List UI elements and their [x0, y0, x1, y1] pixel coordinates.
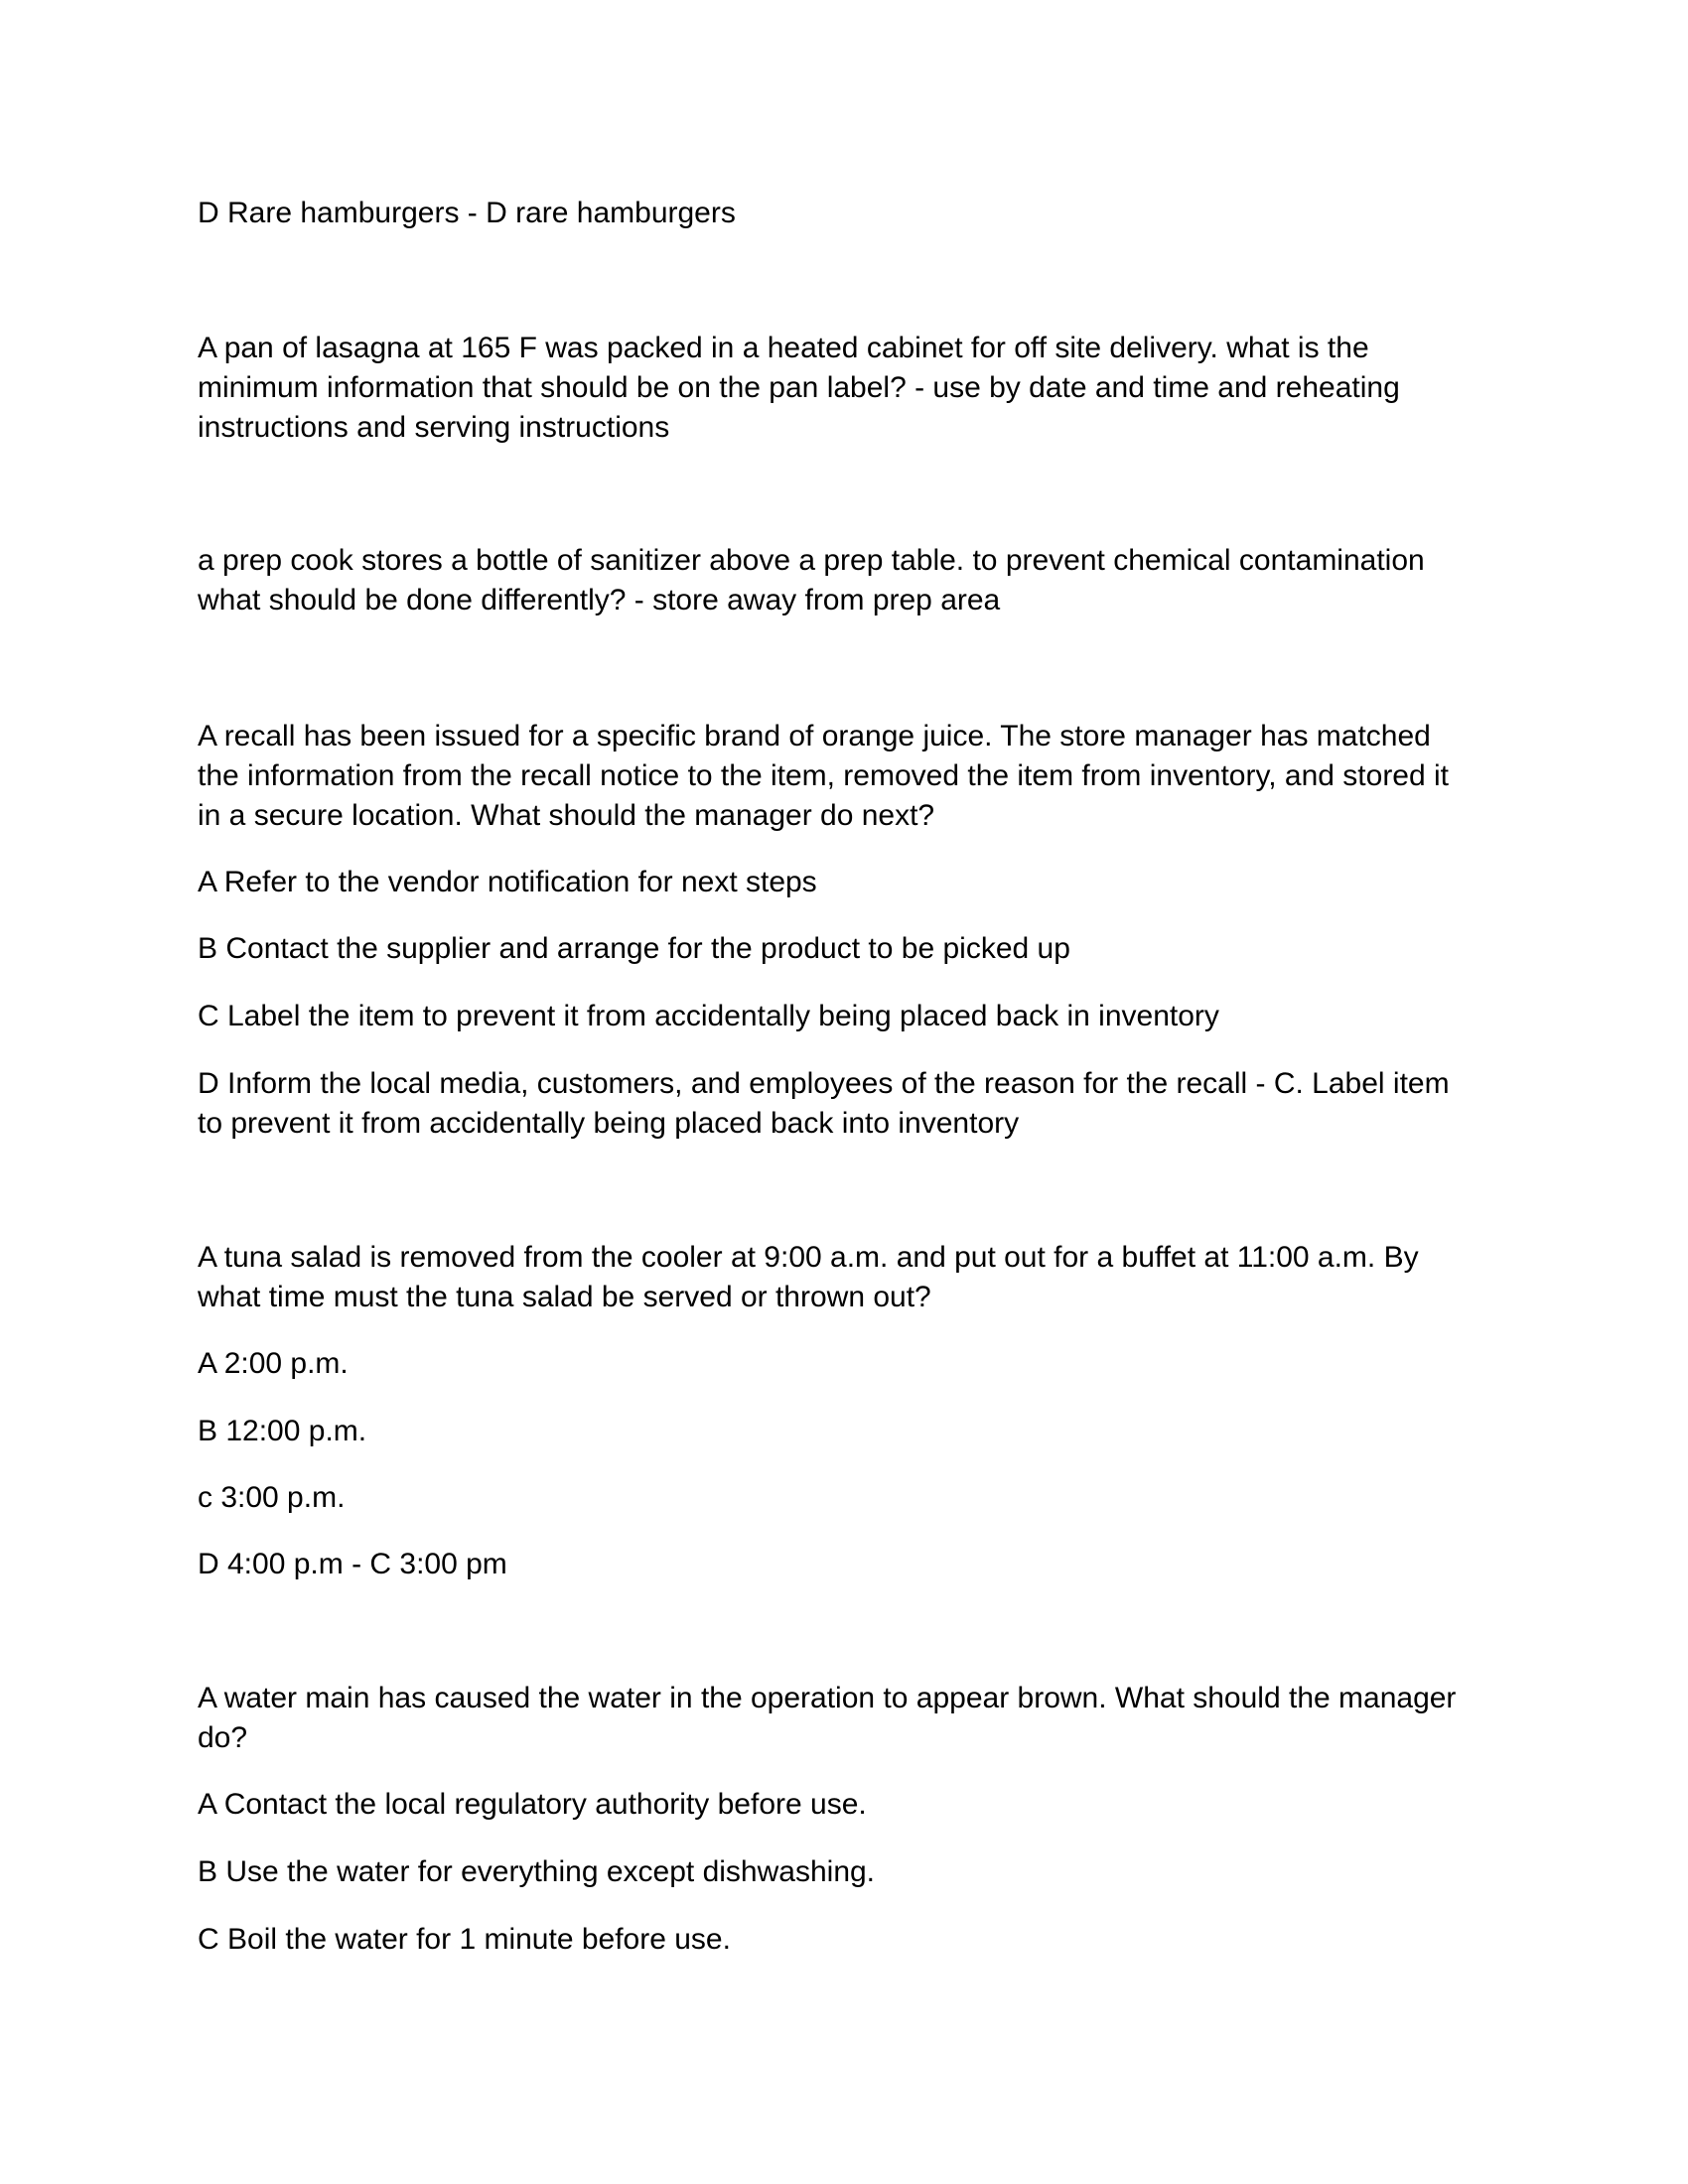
text-line: what time must the tuna salad be served or thrown out?	[198, 1281, 931, 1313]
question-answer	[198, 541, 1425, 620]
text-line: D 4:00 p.m - C 3:00 pm	[198, 1548, 507, 1580]
text-line: A tuna salad is removed from the cooler at 9:00 a.m. and put out for a buffet at 11:00 a.m. By	[198, 1241, 1419, 1274]
answer-option	[198, 1920, 731, 1960]
text-line: C Boil the water for 1 minute before use.	[198, 1923, 731, 1956]
text-line: A water main has caused the water in the operation to appear brown. What should the manager	[198, 1682, 1457, 1714]
question-answer	[198, 194, 736, 233]
question-text	[198, 1238, 1419, 1317]
text-line: instructions and serving instructions	[198, 411, 670, 444]
text-line: A Refer to the vendor notification for next steps	[198, 866, 817, 898]
answer-option	[198, 1785, 867, 1825]
text-line: a prep cook stores a bottle of sanitizer above a prep table. to prevent chemical contamination	[198, 544, 1425, 577]
text-line: do?	[198, 1721, 248, 1754]
text-line: the information from the recall notice to the item, removed the item from inventory, and stored it	[198, 759, 1450, 792]
answer-option	[198, 929, 1070, 969]
text-line: A Contact the local regulatory authority before use.	[198, 1788, 867, 1821]
text-line: D Rare hamburgers - D rare hamburgers	[198, 197, 736, 229]
text-line: to prevent it from accidentally being placed back into inventory	[198, 1107, 1020, 1140]
answer-option	[198, 1064, 1450, 1144]
answer-option	[198, 1344, 349, 1384]
answer-option	[198, 1545, 507, 1584]
question-text	[198, 717, 1449, 836]
text-line: in a secure location. What should the manager do next?	[198, 799, 935, 832]
text-line: A recall has been issued for a specific brand of orange juice. The store manager has matched	[198, 720, 1431, 752]
text-line: minimum information that should be on the pan label? - use by date and time and reheating	[198, 371, 1400, 404]
text-line: c 3:00 p.m.	[198, 1481, 346, 1514]
text-line: B Contact the supplier and arrange for the product to be picked up	[198, 932, 1070, 965]
answer-option	[198, 1478, 345, 1518]
text-line: C Label the item to prevent it from accidentally being placed back in inventory	[198, 1000, 1219, 1032]
answer-option	[198, 863, 817, 902]
text-line: B Use the water for everything except dishwashing.	[198, 1855, 876, 1888]
answer-option	[198, 1412, 366, 1451]
text-line: A 2:00 p.m.	[198, 1347, 349, 1380]
answer-option	[198, 1852, 875, 1892]
text-line: B 12:00 p.m.	[198, 1415, 367, 1447]
answer-option	[198, 997, 1219, 1036]
text-line: D Inform the local media, customers, and employees of the reason for the recall - C. Label item	[198, 1067, 1450, 1100]
question-answer	[198, 329, 1400, 448]
text-line: A pan of lasagna at 165 F was packed in a heated cabinet for off site delivery. what is the	[198, 332, 1369, 364]
question-text	[198, 1679, 1456, 1758]
text-line: what should be done differently? - store away from prep area	[198, 584, 1001, 616]
